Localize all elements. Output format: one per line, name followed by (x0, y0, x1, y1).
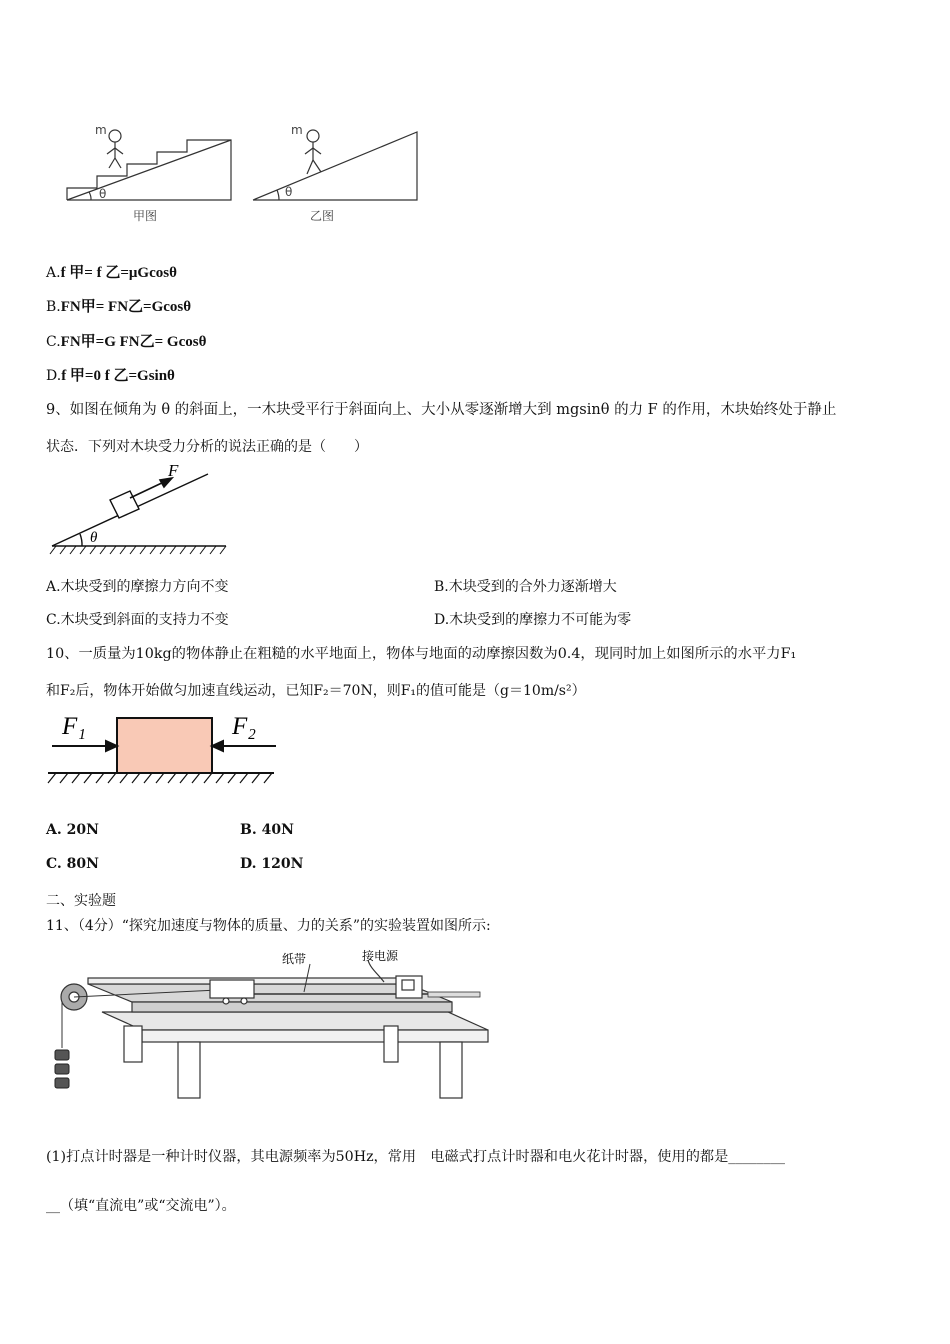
q10-line-1: 10、一质量为10kg的物体静止在粗糙的水平地面上，物体与地面的动摩擦因数为0.4，现同时加上如图所示的水平力F₁ (46, 646, 797, 662)
label-paper-tape: 纸带 (282, 952, 307, 966)
q10-option-b: B. 40N (240, 822, 294, 838)
stairs-diagram (67, 130, 231, 200)
q10-option-a: A. 20N (46, 822, 99, 838)
q9-option-a: A.木块受到的摩擦力方向不变 (46, 579, 229, 595)
q10-line-2: 和F₂后，物体开始做匀加速直线运动，已知F₂＝70N，则F₁的值可能是（g＝10m/s²） (46, 683, 586, 699)
slope-mass-label: m (291, 123, 303, 137)
q8-option-c: C.FN甲=G FN乙= Gcosθ (46, 334, 207, 350)
q9-option-c: C.木块受到斜面的支持力不变 (46, 612, 229, 628)
f2-label: F₂ (232, 713, 256, 740)
slope-angle-label: θ (285, 185, 293, 199)
force-label: F (168, 462, 179, 480)
q11-line-1: 11、（4分）“探究加速度与物体的质量、力的关系”的实验装置如图所示: (46, 918, 491, 934)
experiment-apparatus-figure (48, 946, 498, 1102)
q10-block-figure (46, 706, 286, 788)
section-heading: 二、实验题 (46, 893, 116, 909)
q10-option-c: C. 80N (46, 856, 99, 872)
hanging-weights (55, 1050, 69, 1088)
caption-jia: 甲图 (133, 209, 158, 223)
q9-option-d: D.木块受到的摩擦力不可能为零 (434, 612, 632, 628)
q9-option-b: B.木块受到的合外力逐渐增大 (434, 579, 617, 595)
q8-option-d: D.f 甲=0 f 乙=Gsinθ (46, 368, 175, 384)
q8-option-a: A.f 甲= f 乙=μGcosθ (46, 265, 177, 281)
incline-angle-label: θ (90, 530, 98, 546)
stairs-mass-label: m (95, 123, 107, 137)
q11-sub1-line-1: (1)打点计时器是一种计时仪器，其电源频率为50Hz，常用 电磁式打点计时器和电火花计时器，使用的都是________ (46, 1149, 786, 1165)
q10-option-d: D. 120N (240, 856, 304, 872)
figure-stairs-and-slope (55, 120, 435, 230)
f2-arrow (212, 741, 276, 751)
block (117, 718, 212, 773)
q9-incline-figure (48, 462, 233, 562)
force-arrow (130, 478, 172, 498)
q9-line-2: 状态．下列对木块受力分析的说法正确的是（ ） (46, 439, 368, 455)
q9-line-1: 9、如图在倾角为 θ 的斜面上，一木块受平行于斜面向上、大小从零逐渐增大到 mgsinθ 的力 F 的作用，木块始终处于静止 (46, 402, 837, 418)
q11-sub1-line-2: __（填“直流电”或“交流电”）。 (46, 1198, 236, 1214)
label-power-source: 接电源 (362, 949, 399, 963)
slope-diagram (253, 130, 417, 200)
f1-label: F₁ (62, 713, 86, 740)
caption-yi: 乙图 (310, 209, 335, 223)
q8-option-b: B.FN甲= FN乙=Gcosθ (46, 299, 192, 315)
stairs-angle-label: θ (99, 187, 107, 201)
f1-arrow (52, 741, 117, 751)
